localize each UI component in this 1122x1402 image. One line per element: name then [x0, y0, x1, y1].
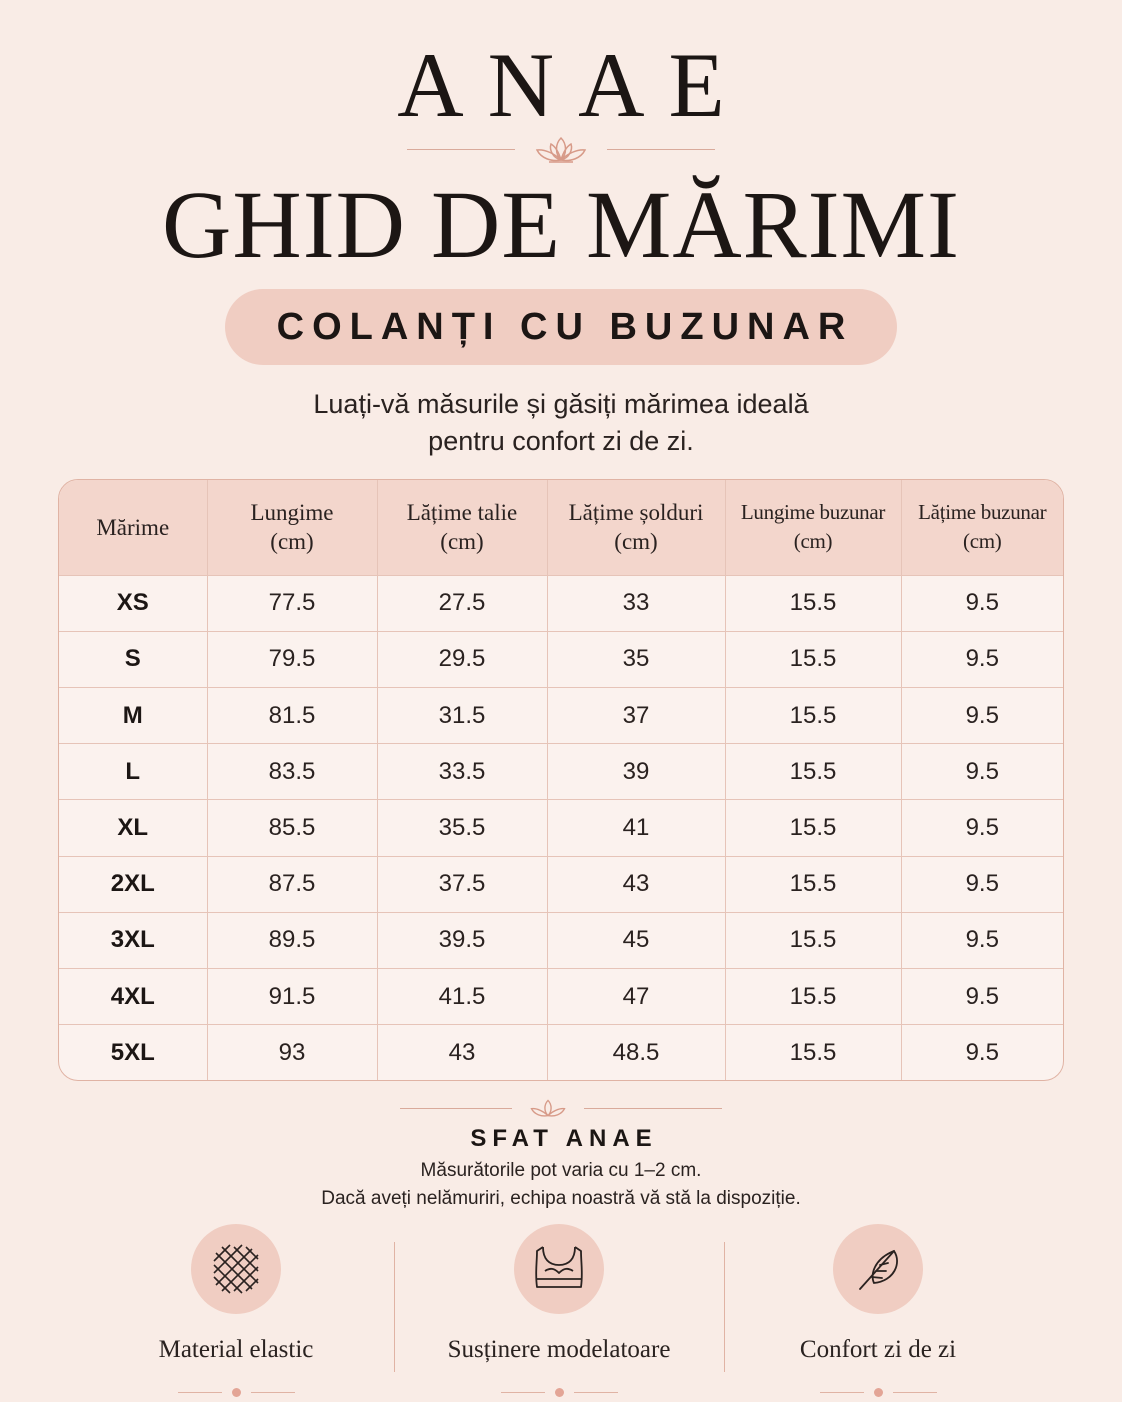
size-cell: XL: [59, 800, 207, 856]
size-cell: XS: [59, 575, 207, 631]
measurement-cell: 85.5: [207, 800, 377, 856]
table-row: [59, 631, 1063, 687]
feature-icon-circle: [514, 1224, 604, 1314]
measurement-cell: 9.5: [901, 744, 1063, 800]
size-cell: 3XL: [59, 912, 207, 968]
feature-label: Susținere modelatoare: [447, 1336, 671, 1363]
table-header-row: [59, 480, 1063, 575]
lotus-icon: [529, 134, 593, 164]
measurement-cell: 81.5: [207, 687, 377, 743]
measurement-cell: 9.5: [901, 575, 1063, 631]
measurement-cell: 35.5: [377, 800, 547, 856]
table-row: [59, 744, 1063, 800]
measurement-cell: 37.5: [377, 856, 547, 912]
feature-elastic: [76, 1224, 396, 1398]
measurement-cell: 15.5: [725, 856, 901, 912]
header-unit: (cm): [793, 529, 833, 554]
header-label: Lățime buzunar: [918, 500, 1047, 525]
feature-support: [399, 1224, 719, 1398]
measurement-cell: 15.5: [725, 575, 901, 631]
measurement-cell: 33: [547, 575, 725, 631]
page-title: GHID DE MĂRIMI: [162, 171, 960, 278]
header-label: Mărime: [96, 514, 170, 540]
size-cell: M: [59, 687, 207, 743]
table-row: [59, 912, 1063, 968]
header-label: Lățime șolduri: [568, 500, 704, 526]
product-badge: COLANȚI CU BUZUNAR: [225, 289, 897, 365]
measurement-cell: 39.5: [377, 912, 547, 968]
size-cell: L: [59, 744, 207, 800]
measurement-cell: 43: [547, 856, 725, 912]
measurement-cell: 48.5: [547, 1025, 725, 1080]
table-row: [59, 1025, 1063, 1080]
top-divider: [0, 134, 1122, 164]
tip-line-2: Dacă aveți nelămuriri, echipa noastră vă stă la dispoziție.: [321, 1188, 801, 1209]
feather-icon: [850, 1241, 906, 1297]
header-label: Lățime talie: [406, 500, 518, 526]
header-label: Lungime: [250, 500, 334, 526]
header-hip-width: [547, 480, 725, 575]
feature-icon-circle: [191, 1224, 281, 1314]
tip-line-1: Măsurătorile pot varia cu 1–2 cm.: [420, 1160, 702, 1181]
feature-comfort: [718, 1224, 1038, 1398]
measurement-cell: 35: [547, 631, 725, 687]
measurement-cell: 15.5: [725, 1025, 901, 1080]
size-cell: 5XL: [59, 1025, 207, 1080]
measurement-cell: 89.5: [207, 912, 377, 968]
table-row: [59, 856, 1063, 912]
ornament: [176, 1386, 296, 1398]
intro-line-2: pentru confort zi de zi.: [428, 426, 694, 456]
measurement-cell: 77.5: [207, 575, 377, 631]
measurement-cell: 9.5: [901, 856, 1063, 912]
measurement-cell: 9.5: [901, 912, 1063, 968]
size-cell: 2XL: [59, 856, 207, 912]
feature-divider: [394, 1242, 395, 1372]
measurement-cell: 9.5: [901, 1025, 1063, 1080]
header-waist-width: [377, 480, 547, 575]
measurement-cell: 41: [547, 800, 725, 856]
size-cell: 4XL: [59, 969, 207, 1025]
measurement-cell: 45: [547, 912, 725, 968]
measurement-cell: 27.5: [377, 575, 547, 631]
measurement-cell: 37: [547, 687, 725, 743]
measurement-cell: 9.5: [901, 687, 1063, 743]
measurement-cell: 15.5: [725, 631, 901, 687]
header-pocket-length: [725, 480, 901, 575]
measurement-cell: 9.5: [901, 969, 1063, 1025]
measurement-cell: 91.5: [207, 969, 377, 1025]
measurement-cell: 15.5: [725, 687, 901, 743]
header-size: [59, 480, 207, 575]
measurement-cell: 15.5: [725, 969, 901, 1025]
measurement-cell: 31.5: [377, 687, 547, 743]
measurement-cell: 93: [207, 1025, 377, 1080]
intro-text: [0, 386, 1122, 460]
measurement-cell: 47: [547, 969, 725, 1025]
intro-line-1: Luați-vă măsurile și găsiți mărimea ideală: [313, 389, 809, 419]
feature-label: Confort zi de zi: [799, 1336, 957, 1363]
lotus-icon: [526, 1096, 570, 1120]
header-unit: (cm): [440, 529, 484, 555]
header-label: Lungime buzunar: [740, 500, 886, 525]
table-row: [59, 800, 1063, 856]
table-row: [59, 687, 1063, 743]
header-unit: (cm): [963, 529, 1002, 554]
brand-name: ANAE: [397, 34, 749, 136]
feature-icon-circle: [833, 1224, 923, 1314]
sports-bra-icon: [529, 1241, 589, 1297]
measurement-cell: 15.5: [725, 744, 901, 800]
fabric-mesh-icon: [208, 1241, 264, 1297]
size-cell: S: [59, 631, 207, 687]
measurement-cell: 33.5: [377, 744, 547, 800]
feature-label: Material elastic: [158, 1336, 314, 1363]
ornament: [499, 1386, 619, 1398]
header-unit: (cm): [270, 529, 314, 555]
measurement-cell: 9.5: [901, 631, 1063, 687]
measurement-cell: 9.5: [901, 800, 1063, 856]
header-unit: (cm): [614, 529, 658, 555]
header-length: [207, 480, 377, 575]
measurement-cell: 15.5: [725, 912, 901, 968]
size-table: [58, 479, 1064, 1081]
measurement-cell: 41.5: [377, 969, 547, 1025]
measurement-cell: 29.5: [377, 631, 547, 687]
measurement-cell: 87.5: [207, 856, 377, 912]
ornament: [818, 1386, 938, 1398]
measurement-cell: 39: [547, 744, 725, 800]
measurement-cell: 83.5: [207, 744, 377, 800]
measurement-cell: 79.5: [207, 631, 377, 687]
tip-title: SFAT ANAE: [470, 1125, 658, 1152]
table-row: [59, 575, 1063, 631]
measurement-cell: 15.5: [725, 800, 901, 856]
bottom-divider: [0, 1093, 1122, 1123]
measurement-cell: 43: [377, 1025, 547, 1080]
table-row: [59, 969, 1063, 1025]
header-pocket-width: [901, 480, 1063, 575]
